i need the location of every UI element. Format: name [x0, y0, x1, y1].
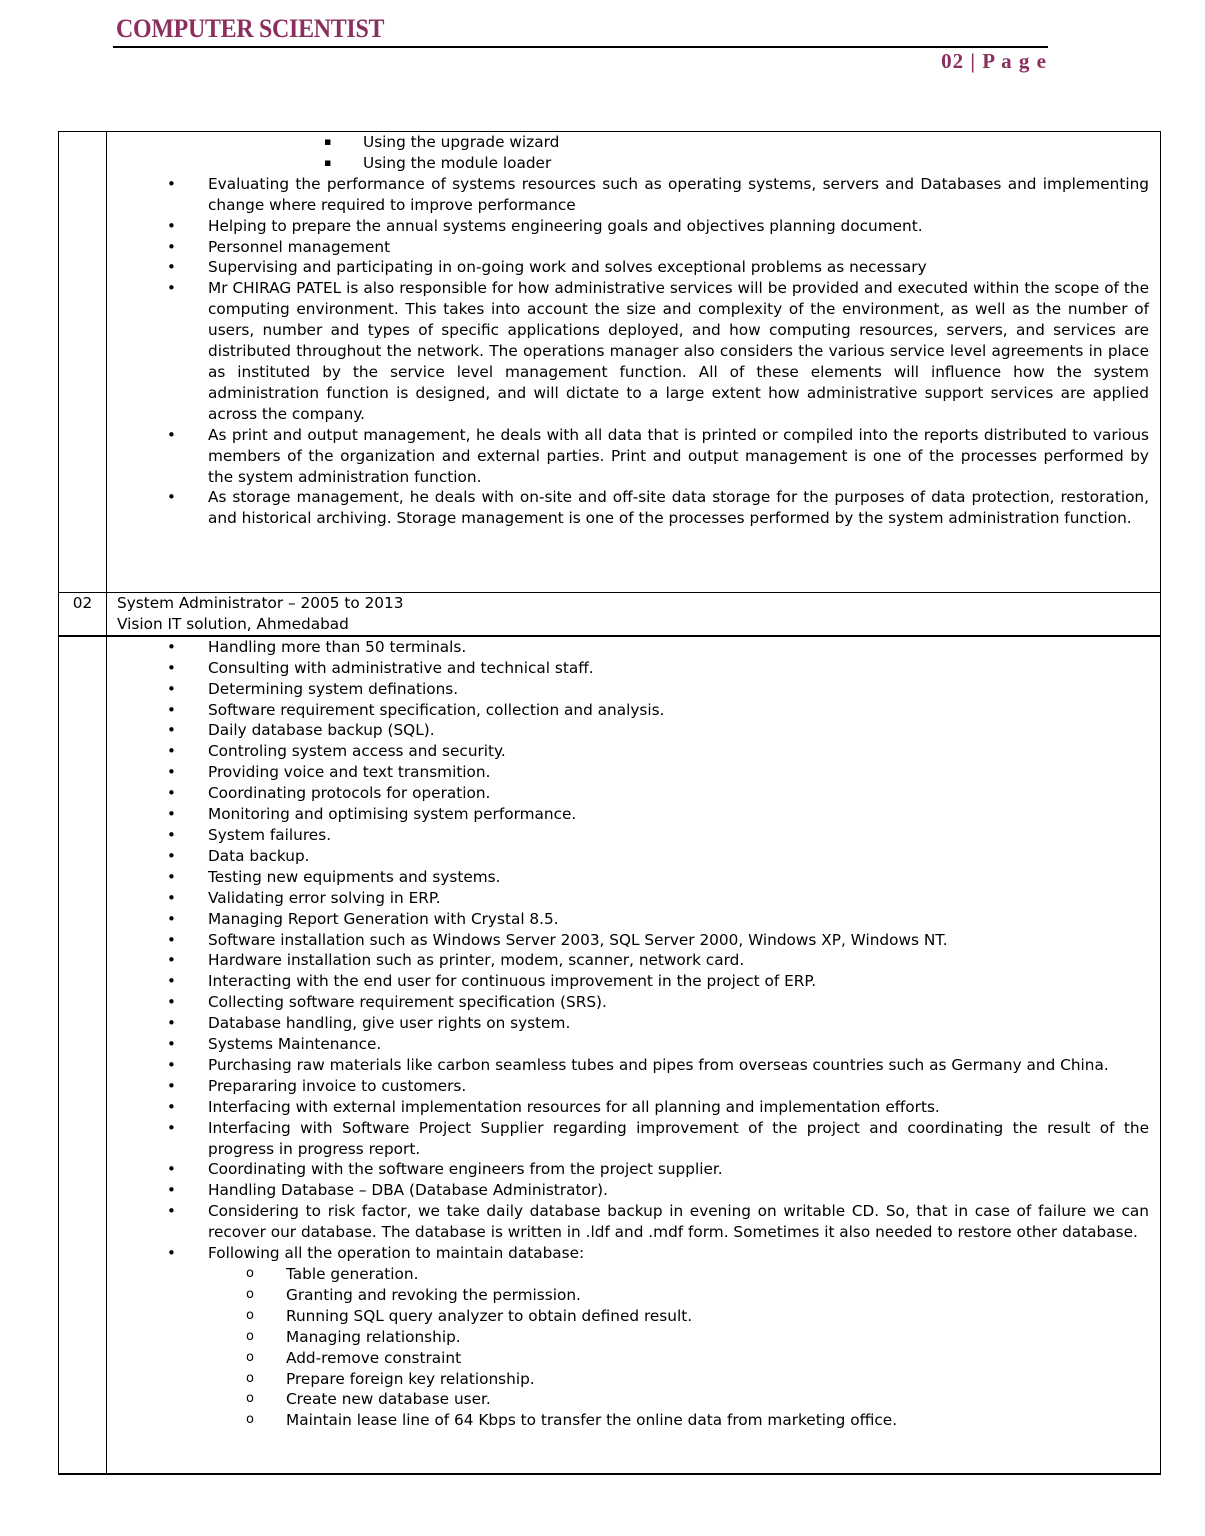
bullet-item: • Determining system definations. — [107, 679, 1149, 700]
bullet-item: • Helping to prepare the annual systems engineering goals and objectives planning document. — [107, 216, 1149, 237]
bullet-item: • Data backup. — [107, 846, 1149, 867]
table-row — [59, 132, 1161, 593]
row-number-cell — [59, 132, 107, 593]
bullet-item: • Coordinating with the software engineers from the project supplier. — [107, 1159, 1149, 1180]
duties-list — [107, 132, 1149, 529]
sub-bullet-item: ▪ Using the upgrade wizard — [107, 132, 1149, 153]
experience-table — [58, 131, 1161, 1475]
page-number: 02 | P a g e — [941, 49, 1047, 73]
bullet-item: • Daily database backup (SQL). — [107, 720, 1149, 741]
sub-circle-item: o Prepare foreign key relationship. — [107, 1369, 1149, 1390]
sub-circle-item: o Create new database user. — [107, 1389, 1149, 1410]
bullet-item: • Personnel management — [107, 237, 1149, 258]
sub-circle-item: o Table generation. — [107, 1264, 1149, 1285]
sub-circle-item: o Granting and revoking the permission. — [107, 1285, 1149, 1306]
bullet-item: • Hardware installation such as printer, modem, scanner, network card. — [107, 950, 1149, 971]
bullet-item: • Controling system access and security. — [107, 741, 1149, 762]
job-heading-cell — [107, 593, 1161, 636]
table-row — [59, 593, 1161, 636]
bullet-item: • Software requirement specification, collection and analysis. — [107, 700, 1149, 721]
bullet-item: • Purchasing raw materials like carbon seamless tubes and pipes from overseas countries such as Germany and China. — [107, 1055, 1149, 1076]
bullet-item: • Coordinating protocols for operation. — [107, 783, 1149, 804]
bullet-item: • As storage management, he deals with on-site and off-site data storage for the purposes of data protection, restoration, and historical archiving. Storage management is one of the processes performed by the system administration function. — [107, 487, 1149, 529]
bullet-item: • Supervising and participating in on-going work and solves exceptional problems as necessary — [107, 257, 1149, 278]
bullet-item: • Interfacing with Software Project Supplier regarding improvement of the project and coordinating the result of the progress in progress report. — [107, 1118, 1149, 1160]
job-company: Vision IT solution, Ahmedabad — [117, 614, 349, 633]
bullet-item: • Monitoring and optimising system performance. — [107, 804, 1149, 825]
duties-cell — [107, 132, 1161, 593]
sub-circle-item: o Maintain lease line of 64 Kbps to transfer the online data from marketing office. — [107, 1410, 1149, 1431]
bullet-item: • Evaluating the performance of systems resources such as operating systems, servers and Databases and implementing change where required to improve performance — [107, 174, 1149, 216]
sub-bullet-item: ▪ Using the module loader — [107, 153, 1149, 174]
bullet-item: • System failures. — [107, 825, 1149, 846]
row-number-cell — [59, 636, 107, 1474]
bullet-item: • Systems Maintenance. — [107, 1034, 1149, 1055]
bullet-item: • Interfacing with external implementation resources for all planning and implementation efforts. — [107, 1097, 1149, 1118]
sub-circle-item: o Running SQL query analyzer to obtain defined result. — [107, 1306, 1149, 1327]
bullet-item: • Database handling, give user rights on system. — [107, 1013, 1149, 1034]
duties-list — [107, 637, 1149, 1431]
row-number: 02 — [59, 593, 107, 636]
bullet-item: • Mr CHIRAG PATEL is also responsible for how administrative services will be provided and executed within the scope of the computing environment. This takes into account the size and complexity of the environment, as well as the number of users, number and types of specific applications deployed, and how computing resources, servers, and services are distributed throughout the network. The operations manager also considers the various service level agreements in place as instituted by the service level management function. All of these elements will influence how the system administration function is designed, and will dictate to a large extent how administrative support services are applied across the company. — [107, 278, 1149, 424]
bullet-item: • Handling more than 50 terminals. — [107, 637, 1149, 658]
bullet-item: • Software installation such as Windows Server 2003, SQL Server 2000, Windows XP, Windows NT. — [107, 930, 1149, 951]
table-row — [59, 636, 1161, 1474]
bullet-item: • Validating error solving in ERP. — [107, 888, 1149, 909]
duties-cell — [107, 636, 1161, 1474]
bullet-item: • Testing new equipments and systems. — [107, 867, 1149, 888]
header-rule — [113, 46, 1048, 48]
sub-circle-item: o Managing relationship. — [107, 1327, 1149, 1348]
bullet-item: • Collecting software requirement specification (SRS). — [107, 992, 1149, 1013]
bullet-item: • Providing voice and text transmition. — [107, 762, 1149, 783]
document-header-title: COMPUTER SCIENTIST — [116, 14, 385, 43]
bullet-item: • Following all the operation to maintain database: — [107, 1243, 1149, 1264]
sub-circle-item: o Add-remove constraint — [107, 1348, 1149, 1369]
bullet-item: • Interacting with the end user for continuous improvement in the project of ERP. — [107, 971, 1149, 992]
bullet-item: • Considering to risk factor, we take daily database backup in evening on writable CD. So, that in case of failure we can recover our database. The database is written in .ldf and .mdf form. Sometimes it also needed to restore other database. — [107, 1201, 1149, 1243]
bullet-item: • As print and output management, he deals with all data that is printed or compiled into the reports distributed to various members of the organization and external parties. Print and output management is one of the processes performed by the system administration function. — [107, 425, 1149, 488]
bullet-item: • Prepararing invoice to customers. — [107, 1076, 1149, 1097]
bullet-item: • Handling Database – DBA (Database Administrator). — [107, 1180, 1149, 1201]
job-role: System Administrator – 2005 to 2013 — [117, 594, 404, 612]
bullet-item: • Managing Report Generation with Crystal 8.5. — [107, 909, 1149, 930]
bullet-item: • Consulting with administrative and technical staff. — [107, 658, 1149, 679]
